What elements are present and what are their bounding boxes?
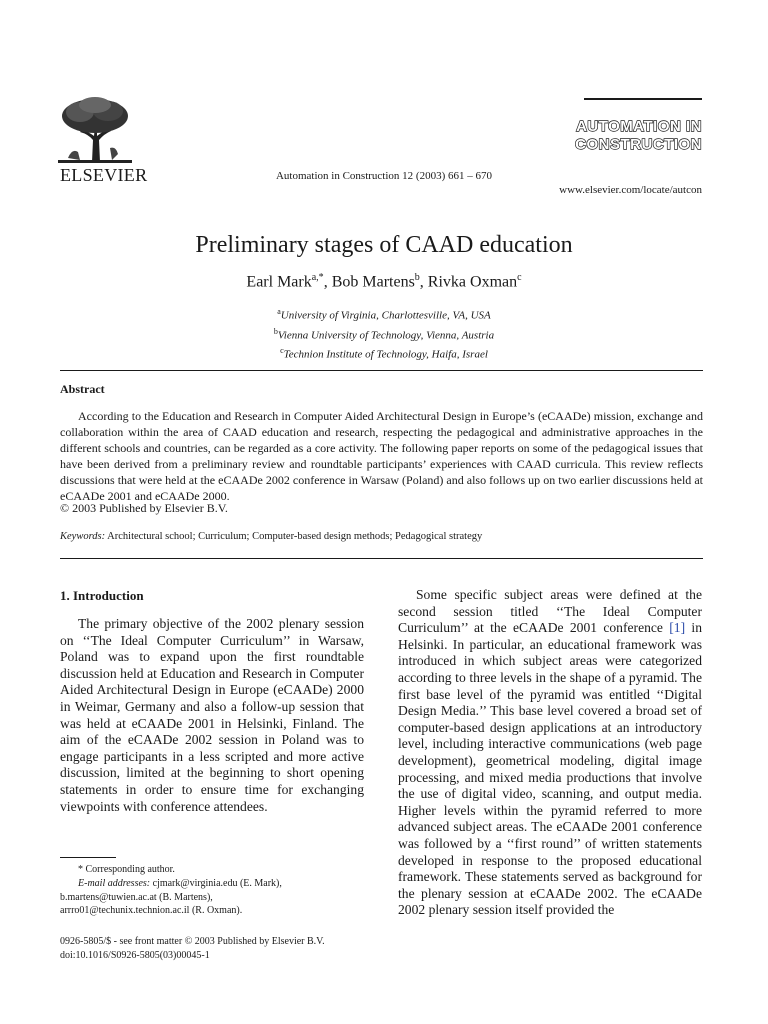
affiliation-item — [0, 304, 768, 324]
author-name: Rivka Oxman — [427, 273, 518, 291]
footnotes — [60, 863, 364, 918]
section-heading: 1. Introduction — [60, 588, 144, 603]
author-name: Bob Martens — [331, 273, 415, 291]
author-list — [0, 272, 768, 291]
email-address[interactable]: b.martens@tuwien.ac.at (B. Martens), — [60, 891, 213, 903]
journal-brand-rule — [584, 98, 702, 100]
journal-citation: Automation in Construction 12 (2003) 661 – 670 — [275, 170, 492, 182]
affiliation-text: Technion Institute of Technology, Haifa, Israel — [283, 348, 488, 361]
keywords-text: Architectural school; Curriculum; Computer-based design methods; Pedagogical strategy — [107, 531, 483, 542]
author-separator: , — [323, 273, 332, 291]
body-paragraph: The primary objective of the 2002 plenary session on ‘‘The Ideal Computer Curriculum’’ in Warsaw, Poland was to expand upon the first roundtable discussion held at Education and Research in Computer Aided Architectural Design in Europe (eCAADe) 2000 in Weimar, Germany and also a follow-up session that was held at eCAADe 2001 in Helsinki, Finland. The aim of the eCAADe 2002 session in Poland was to engage participants in a less scripted and more active discussion, limited at the beginning to short opening statements in order to ensure time for exchanging viewpoints with conference attendees. — [60, 616, 364, 814]
journal-brand-line1: AUTOMATION IN — [576, 118, 702, 135]
abstract-body — [60, 408, 703, 504]
elsevier-tree-logo-icon — [58, 96, 132, 164]
affiliation-mark: a — [277, 307, 281, 316]
doi-line: doi:10.1016/S0926-5805(03)00045-1 — [60, 950, 210, 961]
keywords-line — [60, 531, 482, 542]
email-address[interactable]: arrro01@techunix.technion.ac.il (R. Oxman). — [60, 905, 243, 917]
paper-title: Preliminary stages of CAAD education — [195, 232, 573, 258]
keywords-label: Keywords: — [60, 531, 106, 542]
footnote-rule — [60, 857, 116, 858]
abstract-paragraph: According to the Education and Research in Computer Aided Architectural Design in Europe’s (eCAADe) mission, exchange and collaboration within the area of CAAD education and research, respecting the pedagogical and administrative approaches in the different schools and countries, can be regarded as a core activity. The following paper reports on some of the pedagogical issues that have been derived from a preliminary review and roundtable participants’ experiences with CAAD curricula. This review reflects discussions that were held at the eCAADe 2002 conference in Warsaw (Poland) and also follows up on two earlier discussions held at eCAADe 2001 and eCAADe 2000. — [60, 409, 703, 503]
author-affiliation-mark: b — [414, 272, 420, 283]
affiliation-mark: c — [280, 346, 284, 356]
abstract-top-rule — [60, 370, 703, 371]
affiliation-list — [0, 304, 768, 363]
journal-brand-line2: CONSTRUCTION — [575, 136, 702, 153]
front-matter — [60, 935, 325, 963]
right-column-text — [398, 587, 702, 919]
journal-url-link[interactable]: www.elsevier.com/locate/autcon — [559, 184, 702, 196]
email-label: E-mail addresses: — [78, 877, 151, 889]
body-paragraph — [398, 587, 702, 919]
body-text: in Helsinki. In particular, an educational framework was introduced in which subject areas were categorized according to three levels in the shape of a pyramid. The first base level of the pyramid was entitled ‘‘Digital Design Media.’’ This base level covered a broad set of computer-based design applications at an introductory level, including interactive communications (web page development), geometrical modeling, digital image processing, and mixed media productions that involve the use of digital video, scanning, and output media. Higher levels within the pyramid referred to more advanced subject areas. The eCAADe 2001 conference was followed by a ‘‘first round’’ of written statements developed in response to the proposed educational framework. These statements served as background for the plenary session at eCAADe 2002. The eCAADe 2002 plenary session itself provided the — [398, 620, 702, 918]
footnote-corresponding: * Corresponding author. — [78, 864, 175, 875]
citation-link[interactable]: [1] — [669, 620, 686, 636]
abstract-copyright: © 2003 Published by Elsevier B.V. — [60, 501, 228, 515]
body-text: Some specific subject areas were defined at the second session titled ‘‘The Ideal Computer Curriculum’’ at the eCAADe 2001 conference — [398, 587, 702, 636]
affiliation-mark: b — [273, 326, 278, 336]
author-name: Earl Mark — [246, 273, 312, 291]
left-column-text — [60, 616, 364, 815]
front-matter-line: 0926-5805/$ - see front matter © 2003 Published by Elsevier B.V. — [60, 936, 325, 947]
affiliation-text: Vienna University of Technology, Vienna, Austria — [277, 329, 495, 342]
affiliation-item — [0, 343, 768, 363]
abstract-heading: Abstract — [60, 382, 105, 396]
publisher-name: ELSEVIER — [60, 165, 148, 185]
author-affiliation-mark: c — [517, 272, 522, 283]
affiliation-text: University of Virginia, Charlottesville, VA, USA — [280, 309, 491, 322]
journal-brand-logo — [570, 118, 702, 154]
author-separator: , — [419, 273, 428, 291]
email-address[interactable]: cjmark@virginia.edu (E. Mark), — [150, 877, 282, 889]
footnote-email-line — [60, 877, 364, 891]
author-affiliation-mark: a,* — [311, 272, 324, 283]
affiliation-item — [0, 324, 768, 344]
abstract-bottom-rule — [60, 558, 703, 559]
